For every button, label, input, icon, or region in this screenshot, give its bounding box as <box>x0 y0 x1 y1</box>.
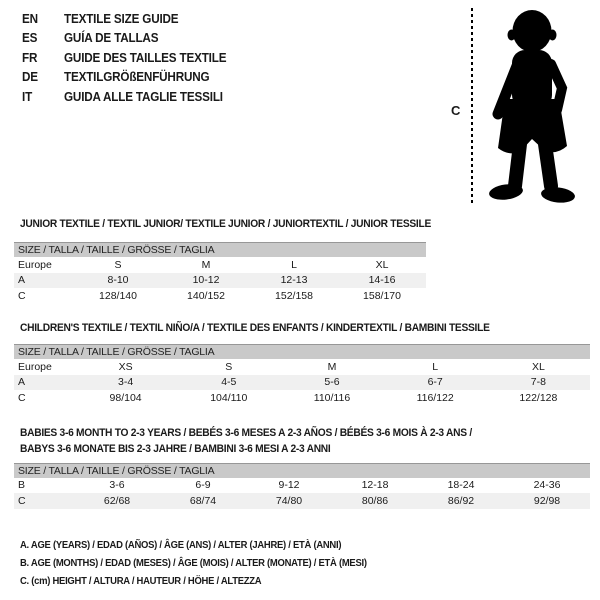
size-value-cell: 18-24 <box>447 479 475 492</box>
size-value-cell: 12-13 <box>250 273 338 289</box>
size-value-cell: 4-5 <box>177 375 280 391</box>
size-value-cell: 92/98 <box>504 493 590 509</box>
size-value-cell: 110/116 <box>313 391 351 404</box>
size-column-header: XL <box>375 258 389 271</box>
size-value-cell: 86/92 <box>418 493 504 509</box>
size-value-cell: 128/140 <box>99 289 137 302</box>
table-title-line: BABIES 3-6 MONTH TO 2-3 YEARS / BEBÉS 3-6 MESES A 2-3 AÑOS / BÉBÉS 3-6 MOIS À 2-3 ANS / <box>20 427 472 439</box>
language-title: TEXTILE SIZE GUIDE <box>64 11 179 26</box>
table-row <box>14 273 426 289</box>
row-label: C <box>18 289 26 302</box>
table-title <box>20 320 525 336</box>
language-title: GUÍA DE TALLAS <box>64 30 159 46</box>
size-column-header: L <box>432 360 439 373</box>
language-row <box>22 30 244 49</box>
language-row <box>22 11 244 30</box>
column-header-row <box>14 359 590 375</box>
babies-size-table <box>14 463 590 509</box>
row-label: B <box>18 479 26 492</box>
size-value-cell: 68/74 <box>160 493 246 509</box>
size-value-cell: 3-4 <box>74 375 177 391</box>
size-value-cell: 104/110 <box>210 391 248 404</box>
row-label: A <box>14 273 74 289</box>
size-value-cell: 122/128 <box>519 391 558 404</box>
size-value-cell: 24-36 <box>533 479 561 492</box>
size-value-cell: 140/152 <box>187 289 225 302</box>
size-value-cell: 8-10 <box>74 273 162 289</box>
language-code: FR <box>22 49 38 65</box>
language-title: GUIDE DES TAILLES TEXTILE <box>64 49 227 65</box>
size-table <box>14 344 590 406</box>
size-value-cell: 3-6 <box>109 479 125 492</box>
language-code: DE <box>22 69 38 85</box>
size-value-cell: 98/104 <box>109 391 142 404</box>
region-column-header: Europe <box>18 360 52 373</box>
size-value-cell: 152/158 <box>275 289 313 302</box>
children-size-table <box>14 344 590 406</box>
size-value-cell: 74/80 <box>246 493 332 509</box>
height-measure-dashed-line <box>471 8 473 206</box>
size-column-header: S <box>114 258 122 271</box>
table-title <box>20 216 462 232</box>
size-value-cell: 10-12 <box>162 273 250 289</box>
table-row <box>14 375 590 391</box>
column-header-row <box>14 257 426 273</box>
language-code: ES <box>22 30 38 46</box>
size-value-cell: 7-8 <box>487 375 590 391</box>
size-column-header: XL <box>531 360 545 373</box>
table-row <box>14 478 590 494</box>
language-list <box>22 11 244 108</box>
size-header-bar: SIZE / TALLA / TAILLE / GRÖSSE / TAGLIA <box>14 464 590 478</box>
size-column-header: L <box>291 258 297 271</box>
table-title-line: BABYS 3-6 MONATE BIS 2-3 JAHRE / BAMBINI 3-6 MESI A 2-3 ANNI <box>20 443 331 455</box>
row-label: C <box>18 391 26 404</box>
size-table <box>14 242 426 304</box>
size-value-cell: 14-16 <box>338 273 426 289</box>
size-value-cell: 80/86 <box>332 493 418 509</box>
table-row <box>14 390 590 406</box>
size-value-cell: 6-7 <box>384 375 487 391</box>
baby-silhouette-icon <box>487 6 597 206</box>
footnote-b: B. AGE (MONTHS) / EDAD (MESES) / ÂGE (MOIS) / ALTER (MONATE) / ETÀ (MESI) <box>20 557 367 569</box>
size-header-bar: SIZE / TALLA / TAILLE / GRÖSSE / TAGLIA <box>14 243 426 257</box>
row-label: C <box>14 493 74 509</box>
table-row <box>14 493 590 509</box>
table-row <box>14 288 426 304</box>
footnote-c: C. (cm) HEIGHT / ALTURA / HAUTEUR / HÖHE / ALTEZZA <box>20 575 262 587</box>
footnote-a: A. AGE (YEARS) / EDAD (AÑOS) / ÂGE (ANS) / ALTER (JAHRE) / ETÀ (ANNI) <box>20 539 342 551</box>
size-column-header: M <box>327 360 337 373</box>
language-title: TEXTILGRÖßENFÜHRUNG <box>64 69 210 85</box>
size-value-cell: 158/170 <box>363 289 401 302</box>
language-title: GUIDA ALLE TAGLIE TESSILI <box>64 88 223 104</box>
legend-footnotes <box>20 536 405 590</box>
size-value-cell: 5-6 <box>280 375 383 391</box>
size-value-cell: 9-12 <box>278 479 300 492</box>
table-title <box>20 425 506 457</box>
size-value-cell: 116/122 <box>416 391 454 404</box>
size-column-header: XS <box>118 360 133 373</box>
language-row <box>22 69 244 88</box>
size-value-cell: 12-18 <box>361 479 389 492</box>
table-title-line: JUNIOR TEXTILE / TEXTIL JUNIOR/ TEXTILE JUNIOR / JUNIORTEXTIL / JUNIOR TESSILE <box>20 218 431 230</box>
size-value-cell: 62/68 <box>74 493 160 509</box>
size-header-bar: SIZE / TALLA / TAILLE / GRÖSSE / TAGLIA <box>14 345 590 359</box>
language-row <box>22 89 244 108</box>
language-row <box>22 50 244 69</box>
size-value-cell: 6-9 <box>195 479 211 492</box>
junior-size-table <box>14 242 426 304</box>
size-column-header: S <box>225 360 233 373</box>
row-label: A <box>14 375 74 391</box>
size-table <box>14 463 590 509</box>
table-title-line: CHILDREN'S TEXTILE / TEXTIL NIÑO/A / TEXTILE DES ENFANTS / KINDERTEXTIL / BAMBINI TESSILE <box>20 322 490 334</box>
language-code: EN <box>22 11 38 26</box>
region-column-header: Europe <box>18 258 52 271</box>
height-measure-label: C <box>451 103 461 118</box>
language-code: IT <box>22 88 33 104</box>
size-column-header: M <box>201 258 211 271</box>
